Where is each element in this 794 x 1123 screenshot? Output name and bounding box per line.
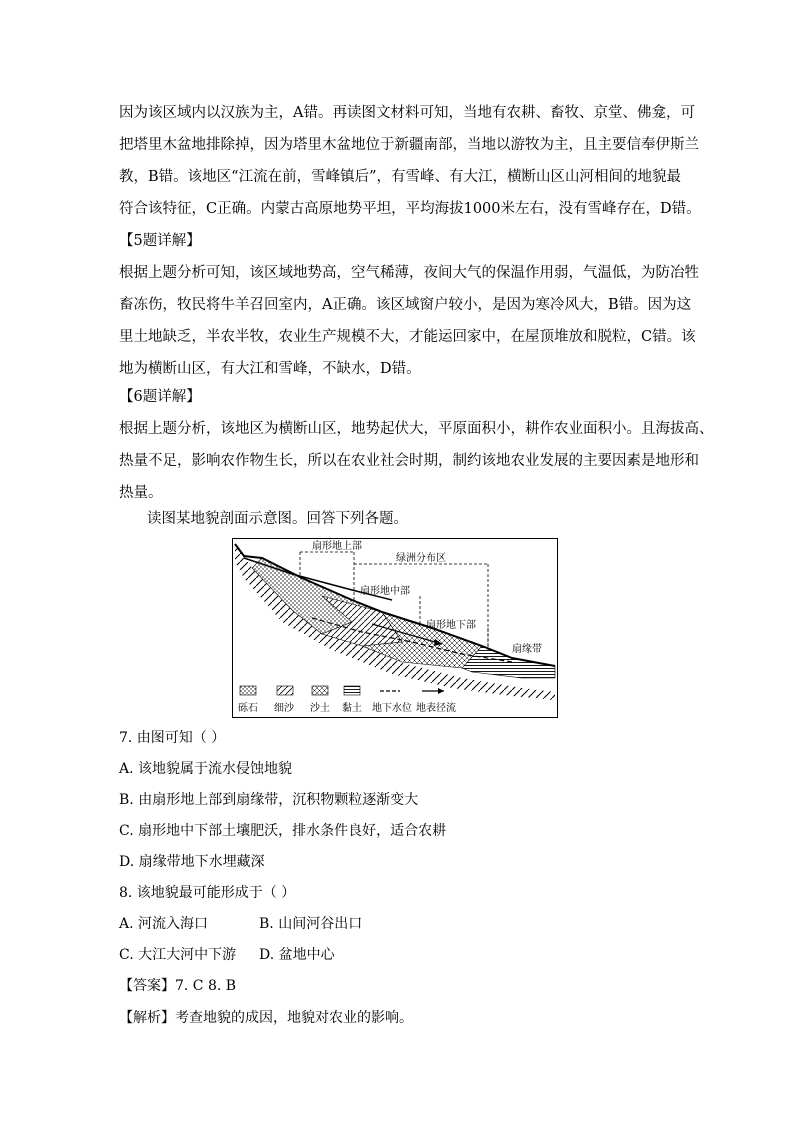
text-line: 教，B错。该地区“江流在前，雪峰镇后”，有雪峰、有大江，横断山区山河相间的地貌最 [119, 169, 681, 185]
legend-clay-swatch [344, 686, 360, 695]
question-8-options-row-1 [119, 913, 363, 935]
question-8-option-c: C. 大江大河中下游 [119, 947, 237, 963]
heading-question-5: 【5题详解】 [119, 233, 201, 249]
label-fan-middle: 扇形地中部 [360, 586, 410, 597]
paragraph-explanation-5 [119, 257, 699, 385]
question-intro: 读图某地貌剖面示意图。回答下列各题。 [147, 511, 408, 527]
question-7-option-b: B. 由扇形地上部到扇缘带，沉积物颗粒逐渐变大 [119, 792, 419, 808]
legend-sandy-soil-label: 沙土 [310, 703, 330, 714]
label-fan-upper: 扇形地上部 [312, 541, 362, 552]
legend-fine-sand-swatch [277, 686, 293, 695]
label-fan-edge: 扇缘带 [512, 644, 542, 655]
heading-question-6: 【6题详解】 [119, 389, 201, 405]
legend-sandy-soil-swatch [312, 686, 328, 695]
analysis-line: 【解析】考查地貌的成因，地貌对农业的影响。 [119, 1010, 413, 1026]
question-7-option-d: D. 扇缘带地下水埋藏深 [119, 854, 265, 870]
text-line: 把塔里木盆地排除掉，因为塔里木盆地位于新疆南部，当地以游牧为主，且主要信奉伊斯兰 [119, 137, 699, 153]
text-line: 根据上题分析，该地区为横断山区，地势起伏大，平原面积小，耕作农业面积小。且海拔高、 [119, 421, 714, 437]
text-line: 热量。 [119, 485, 163, 501]
paragraph-explanation-6 [119, 413, 714, 509]
label-oasis: 绿洲分布区 [396, 553, 446, 564]
legend-runoff-label: 地表径流 [416, 703, 456, 714]
question-8-options-row-2 [119, 944, 335, 966]
legend-clay-label: 黏土 [342, 703, 362, 714]
question-8-option-a: A. 河流入海口 [119, 916, 209, 932]
legend-gravel-swatch [240, 686, 256, 695]
legend-water-table-label: 地下水位 [372, 703, 412, 714]
text-line: 因为该区域内以汉族为主，A错。再读图文材料可知，当地有农耕、畜牧、京堂、佛龛，可 [119, 105, 695, 121]
text-line: 热量不足，影响农作物生长，所以在农业社会时期，制约该地农业发展的主要因素是地形和 [119, 453, 699, 469]
text-line: 畜冻伤，牧民将牛羊召回室内，A正确。该区域窗户较小，是因为寒冷风大，B错。因为这 [119, 297, 692, 313]
answer-line: 【答案】7. C 8. B [119, 978, 237, 994]
question-7-option-a: A. 该地貌属于流水侵蚀地貌 [119, 761, 293, 777]
label-fan-lower: 扇形地下部 [426, 620, 476, 631]
profile-svg [232, 538, 558, 718]
question-8-stem: 8. 该地貌最可能形成于（ ） [119, 885, 296, 901]
question-7-stem: 7. 由图可知（ ） [119, 730, 226, 746]
alluvial-fan-profile-diagram [232, 538, 558, 718]
legend-gravel-label: 砾石 [238, 703, 258, 714]
question-8-option-b: B. 山间河谷出口 [259, 916, 363, 932]
text-line: 符合该特征，C正确。内蒙古高原地势平坦，平均海拔1000米左右，没有雪峰存在，D错。 [119, 201, 701, 217]
text-line: 里土地缺乏，半农半牧，农业生产规模不大，才能运回家中，在屋顶堆放和脱粒，C错。该 [119, 329, 696, 345]
paragraph-explanation-4 [119, 97, 701, 225]
question-7-option-c: C. 扇形地中下部土壤肥沃，排水条件良好，适合农耕 [119, 823, 447, 839]
text-line: 根据上题分析可知，该区域地势高，空气稀薄，夜间大气的保温作用弱，气温低，为防冶牲 [119, 265, 699, 281]
text-line: 地为横断山区，有大江和雪峰，不缺水，D错。 [119, 361, 421, 377]
legend-fine-sand-label: 细沙 [274, 703, 294, 714]
question-8-option-d: D. 盆地中心 [259, 947, 335, 963]
